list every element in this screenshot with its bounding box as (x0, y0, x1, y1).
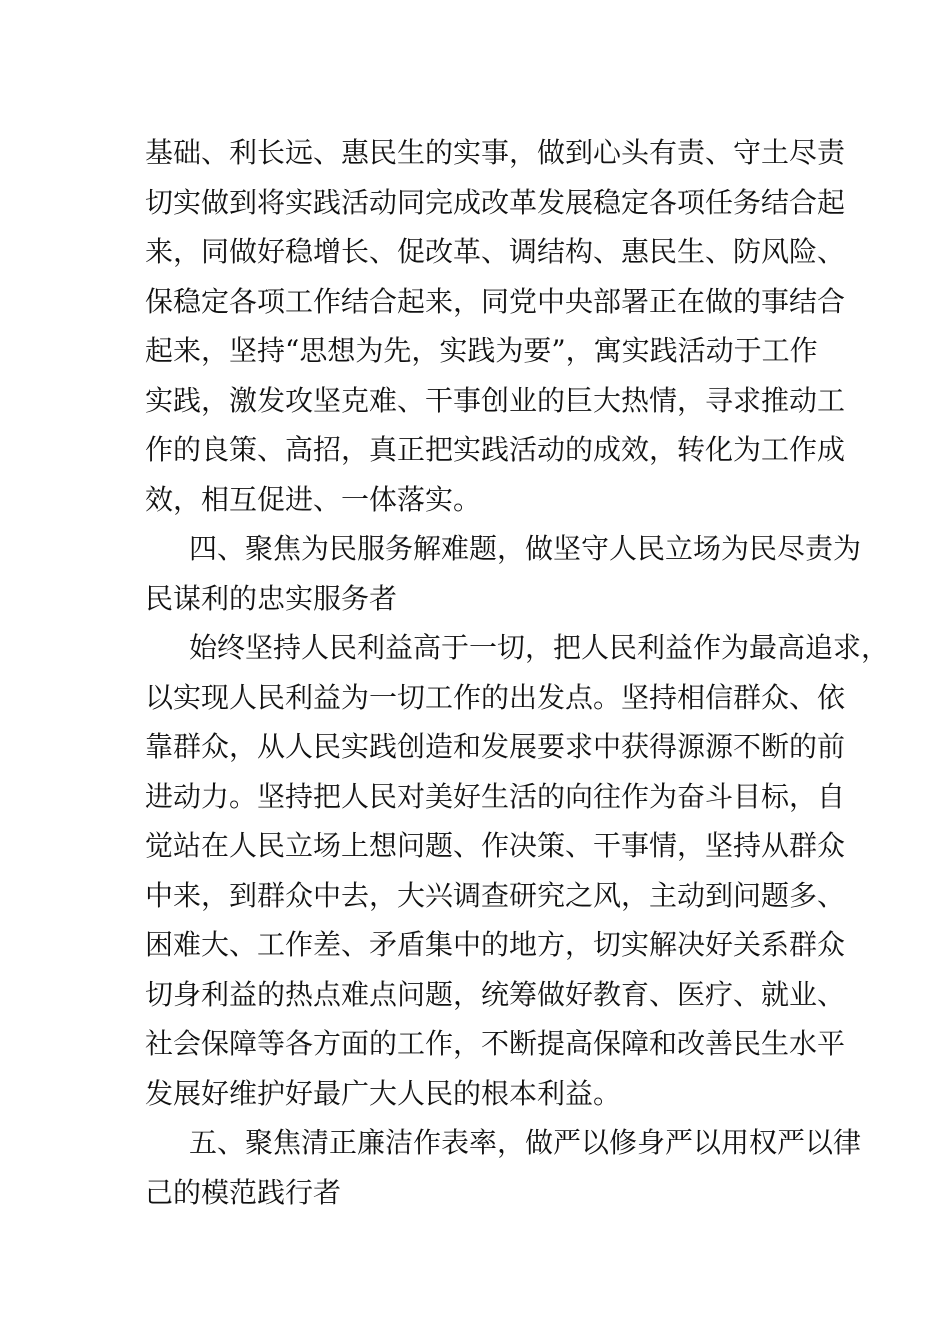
text-line: 实践，激发攻坚克难、干事创业的巨大热情，寻求推动工 (145, 383, 846, 417)
text-line: 以实现人民利益为一切工作的出发点。坚持相信群众、依 (145, 680, 846, 714)
section-heading-five: 五、聚焦清正廉洁作表率，做严以修身严以用权严以律 (189, 1126, 862, 1159)
text-line: 来，同做好稳增长、促改革、调结构、惠民生、防风险、 (145, 235, 846, 268)
text-line: 中来，到群众中去，大兴调查研究之风，主动到问题多、 (145, 878, 846, 912)
text-line: 困难大、工作差、矛盾集中的地方，切实解决好关系群众 (145, 928, 846, 961)
paragraph-start: 始终坚持人民利益高于一切，把人民利益作为最高追求， (189, 631, 890, 664)
section-heading-four: 四、聚焦为民服务解难题，做坚守人民立场为民尽责为 (189, 532, 862, 565)
text-line: 效，相互促进、一体落实。 (145, 482, 482, 516)
text-line: 靠群众，从人民实践创造和发展要求中获得源源不断的前 (145, 730, 846, 763)
text-line: 进动力。坚持把人民对美好生活的向往作为奋斗目标，自 (145, 779, 846, 813)
text-line: 保稳定各项工作结合起来，同党中央部署正在做的事结合 (145, 284, 846, 318)
document-text (145, 128, 890, 1217)
text-line: 发展好维护好最广大人民的根本利益。 (145, 1076, 622, 1110)
text-line: 切实做到将实践活动同完成改革发展稳定各项任务结合起 (145, 185, 846, 219)
section-heading-five-continued: 己的模范践行者 (145, 1175, 342, 1209)
text-line: 基础、利长远、惠民生的实事，做到心头有责、守土尽责 (145, 136, 846, 169)
text-line: 作的良策、高招，真正把实践活动的成效，转化为工作成 (145, 433, 846, 466)
text-line: 起来，坚持“思想为先，实践为要”，寓实践活动于工作 (145, 334, 818, 367)
text-line: 觉站在人民立场上想问题、作决策、干事情，坚持从群众 (145, 829, 846, 862)
section-heading-four-continued: 民谋利的忠实服务者 (145, 581, 398, 615)
text-line: 社会保障等各方面的工作，不断提高保障和改善民生水平 (145, 1027, 846, 1060)
text-line: 切身利益的热点难点问题，统筹做好教育、医疗、就业、 (145, 977, 846, 1011)
